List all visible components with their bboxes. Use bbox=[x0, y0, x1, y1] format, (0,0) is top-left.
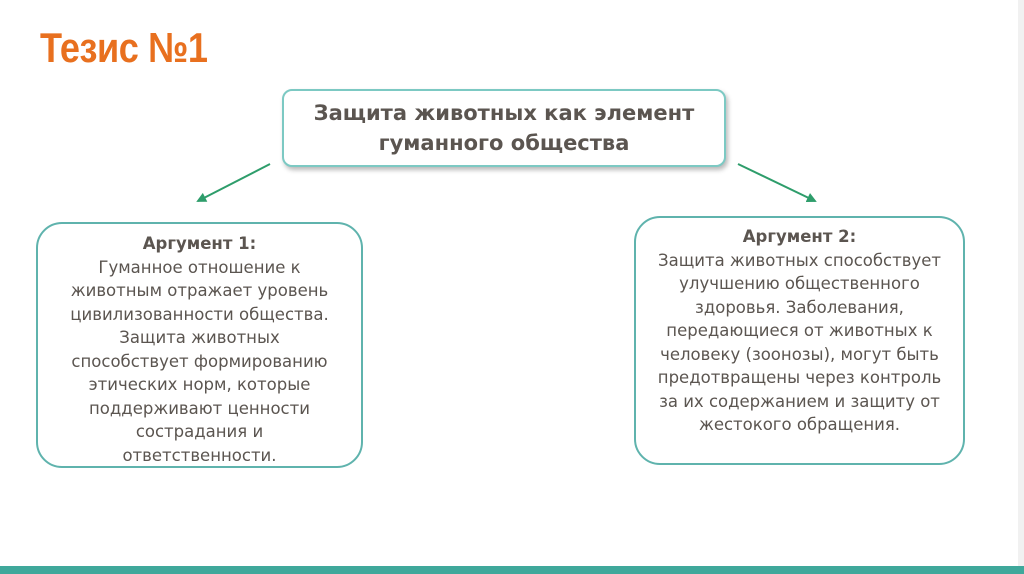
argument-1-box bbox=[36, 222, 363, 468]
thesis-text: Защита животных как элемент гуманного общества bbox=[313, 101, 695, 155]
arrow-to-argument-2 bbox=[738, 164, 815, 201]
bottom-bar bbox=[0, 566, 1024, 574]
argument-2-heading: Аргумент 2: bbox=[742, 227, 857, 246]
slide-title: Тезис №1 bbox=[40, 24, 208, 71]
argument-2-box bbox=[634, 216, 965, 465]
argument-1-text: Гуманное отношение к животным отражает уровень цивилизованности общества. Защита животных способствует формированию этических норм, которые поддерживают ценности сострадания и ответственности. bbox=[70, 257, 329, 465]
arrow-to-argument-1 bbox=[198, 164, 270, 201]
argument-2-text: Защита животных способствует улучшению общественного здоровья. Заболевания, передающиеся от животных к человеку (зоонозы), могут быть предотвращены через контроль за их содержанием и защиту от жестокого обращения. bbox=[657, 250, 942, 434]
argument-1-heading: Аргумент 1: bbox=[142, 234, 257, 253]
